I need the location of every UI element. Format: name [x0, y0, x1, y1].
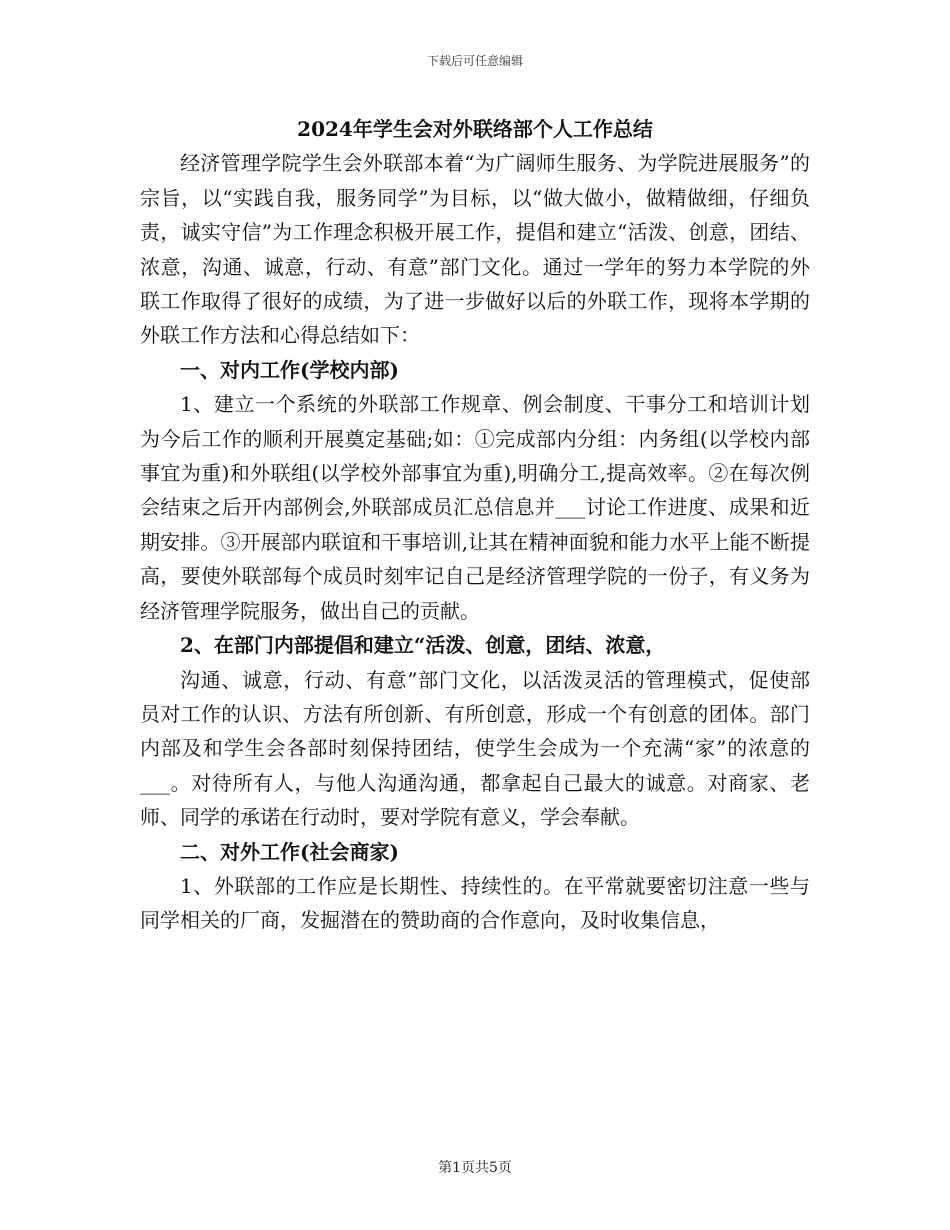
section2-heading: 二、对外工作(社会商家) — [180, 839, 399, 864]
section2-item1: 1、外联部的工作应是长期性、持续性的。在平常就要密切注意一些与同学相关的厂商，发掘潜在的赞助商的合作意向，及时收集信息， — [140, 873, 810, 933]
section1-item2-body: 沟通、诚意，行动、有意”部门文化，以活泼灵活的管理模式，促使部员对工作的认识、方法有所创新、有所创意，形成一个有创意的团体。部门内部及和学生会各部时刻保持团结，使学生会成为一个充满“家”的浓意的___。对待所有人，与他人沟通沟通，都拿起自己最大的诚意。对商家、老师、同学的承诺在行动时，要对学院有意义，学会奉献。 — [140, 667, 810, 830]
document-title: 2024年学生会对外联络部个人工作总结 — [297, 117, 653, 141]
section1-item1: 1、建立一个系统的外联部工作规章、例会制度、干事分工和培训计划为今后工作的顺利开展奠定基础;如：①完成部内分组：内务组(以学校内部事宜为重)和外联组(以学校外部事宜为重),明确分工,提高效率。②在每次例会结束之后开内部例会,外联部成员汇总信息并___讨论工作进度、成果和近期安排。③开展部内联谊和干事培训,让其在精神面貌和能力水平上能不断提高，要使外联部每个成员时刻牢记自己是经济管理学院的一份子，有义务为经济管理学院服务，做出自己的贡献。 — [140, 392, 810, 623]
page-number: 第1页共5页 — [438, 1160, 512, 1176]
intro-paragraph: 经济管理学院学生会外联部本着“为广阔师生服务、为学院进展服务”的宗旨，以“实践自我，服务同学”为目标，以“做大做小，做精做细，仔细负责，诚实守信”为工作理念积极开展工作，提倡和建立“活泼、创意，团结、浓意，沟通、诚意，行动、有意”部门文化。通过一学年的努力本学院的外联工作取得了很好的成绩，为了进一步做好以后的外联工作，现将本学期的外联工作方法和心得总结如下： — [140, 151, 810, 348]
section1-heading: 一、对内工作(学校内部) — [180, 357, 399, 382]
header-note: 下载后可任意编辑 — [426, 54, 523, 68]
document-body — [140, 112, 810, 938]
section1-item2-heading: 2、在部门内部提倡和建立“活泼、创意，团结、浓意， — [180, 633, 666, 658]
